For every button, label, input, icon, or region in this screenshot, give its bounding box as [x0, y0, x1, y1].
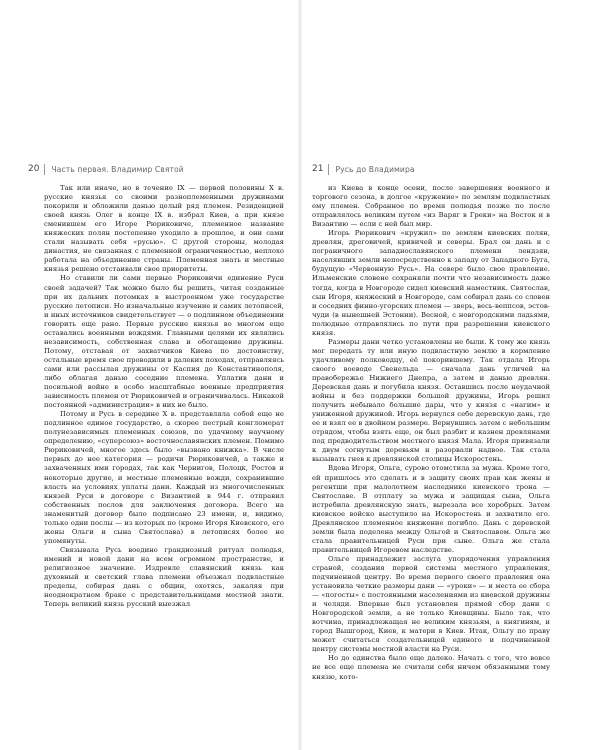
left-page-number: 20 — [28, 164, 40, 174]
right-page — [300, 0, 600, 750]
left-body-text — [44, 184, 284, 609]
paragraph: Но ставили ли сами первые Рюриковичи единение Руси своей задачей? Так можно было бы решить, читая созданные при их дальних потомках в выстроенном уже государстве русские летописи. Но изначальные изучение и самих летописей, и иных источников свидетельствует — о подлинном объединении говорить еще рано. Первые русские князья во многом еще оставались военными вождями. Главными целями их являлись независимость, собственная слава и обогащение дружины. Потому, отставая от захватчиков Киева по достоинству, остальные время свое проводили в далеких походах, отправляясь сами или рассылая дружины от Каспия до Константинополя, либо облагая данью соседние племена. Уплатив дани и посильной войне в особо масштабные военные предприятия зависимость племен от Рюриковичей и ограничивалась. Никакой постоянной «администрации» в них не было. — [44, 274, 284, 410]
left-running-header — [28, 162, 184, 176]
paragraph: Вдова Игоря, Ольга, сурово отомстила за мужа. Кроме того, ей пришлось это сделать и в защиту своих прав как жены и регентши при малолетнем наследнике киевского трона — Святославе. В отплату за мужа и защищая сына, Ольга истребила древлянскую знать, вырезала все хоробрых. Затем киевское войско выступило на Искоростень и захватило его. Древлянское племенное княжение погибло. Дань с деревской земли была поделена между Ольгой и Святославом. Ольга же стала правительницей Руси при сыне. Ольга же стала правительницей Игоревом наследстве. — [312, 464, 550, 554]
right-page-number: 21 — [312, 164, 324, 174]
header-divider — [328, 164, 329, 175]
header-divider — [44, 164, 45, 175]
paragraph: Игорь Рюрикович «кружил» по землям киевских полян, древлян, дреговичей, кривичей и северы. Брал он дань и с пограничного западнославянского племени лендзян, населявших земли непосредственно к западу от Западного Буга, будущую «Червонную Русь». На севере было свое правление. Ильменские словене сохраняли почти что независимость даже тогда, когда в Новгороде сидел киевский наместник. Святослав, сын Игоря, княжеский в Новгороде, сам собирал дань со словен и соседних финно-угорских племен — зверь, весь-веппсов, эстов-чуди (в нынешней Эстонии). Весной, с новгородскими ладьями, полюдные отправлялись по пути при разрешении киевского князя. — [312, 229, 550, 337]
right-body-text — [312, 184, 550, 682]
paragraph: Ольге принадлежит заслуга упорядочения управления страной, создания первой системы местного управления, подчиненной центру. Во время первого своего правления она установила четкие размеры дани — «уроки» — и места ее сбора — «погосты» с постоянными населениями из киевской дружины и челяди. Впервые был установлен прямой сбор дани с Новгородской земли, а не только Киевщины. Было так, что вотчина, принадлежащая не великим князьям, а княгиням, и город Вышгород, Киев, к матери в Киев. Итак, Ольгу по праву может считаться создательницей единого и подчиненной центру системы местной власти на Руси. — [312, 554, 550, 654]
paragraph: Размеры дани четко установлены не были. К тому же князь мог передать ту или иную подвластную землю в кормление удачливому полководцу, её покорившему. Так отдала Игорь своего воеводе Свенельда — сначала дань угличей на правобережье Нижнего Днепра, а затем и данью древлян. Деревская дань и погубила князя. Оставшись после неудачной войны и без поддержки большой дружины, Игорь решил получить небывало большие дары, что у князя с «нагим» и униженной дружиной. Игорь вернулся себе деревскую дань, где ее и взял ее в двойном размере. Вернувшись затем с небольшим отрядом, чтобы взять еще, он был разбит и казнен древлянами под предводительством местного князя Мала. Игоря привязали к двум согнутым деревьям и разорвали надвое. Так стала вызывать гнев к древлянской столицы Искоростень. — [312, 337, 550, 464]
paragraph: Потому и Русь в середине X в. представляла собой еще не подлинное единое государство, а скорее пестрый конгломерат полунезависимых племенных союзов, по удачному научному определению, «суперсоюз» восточнославянских племен. Помимо Рюриковичей, многое здесь было «вызвано книжка». В числе первых до нее категория — родичи Рюриковичей, а также и захваченных ими городах, так как Чернигов, Полоцк, Ростов и некоторые другие, и местные племенные вожди, сохранившие власть на условиях уплаты дани. Каждый из многочисленных князей Руси в договоре с Византией в 944 г. отправил собственных послов для заключения договора. Всего на знаменитый договор было подписано 23 имени, и, видимо, только одни послы — из которых по (кроме Игоря Киевского, его жены Ольги и сына Святослава) в летописях более не упомянуты. — [44, 410, 284, 545]
paragraph: Связывала Русь воедино грандиозный ритуал полюдья, имений и новой дани на всем огромном пространстве, и религиозное значение. Издревле славянский князь как духовный и светский глава племени объезжал подвластные пределы, собирая дань с общин, охотясь, закаляя при неоднократном браке с представительницами местной знати. Теперь великий князь русский выезжал — [44, 545, 284, 609]
paragraph: из Киева в конце осени, после завершения военного и торгового сезона, в долгое «кружение» по землям подвластных ему племен. Собранное по время полюдья позже по после отправлялось великим путем «из Варяг в Греки» на Восток и в Византию — если с ней был мир. — [312, 184, 550, 229]
paragraph: Так или иначе, но в течение IX — первой половины X в. русские князья со своими разноплеменными дружинами покорили и обложили данью целый ряд племен. Резиденцией своей князь Олег в конце IX в. избрал Киев, а при князе сменившем его Игоре Рюриковиче, племенное название княжеских полян постепенно уходило в прошлое, и они сами стали называть себя «русью». С другой стороны, молодая династия, не связанная с племенной ограниченностью, неплохо работала на объединение страны. Племенная знать и местные князья решено отстаивали свое приоритеты. — [44, 184, 284, 274]
left-running-title: Часть первая. Владимир Святой — [51, 164, 184, 174]
right-running-header — [312, 162, 415, 176]
paragraph: Но до единства было еще далеко. Начать с того, что вовсе не все еще племена не считали себя ничем обязанными тому князю, кото- — [312, 654, 550, 681]
right-running-title: Русь до Владимира — [335, 164, 415, 174]
